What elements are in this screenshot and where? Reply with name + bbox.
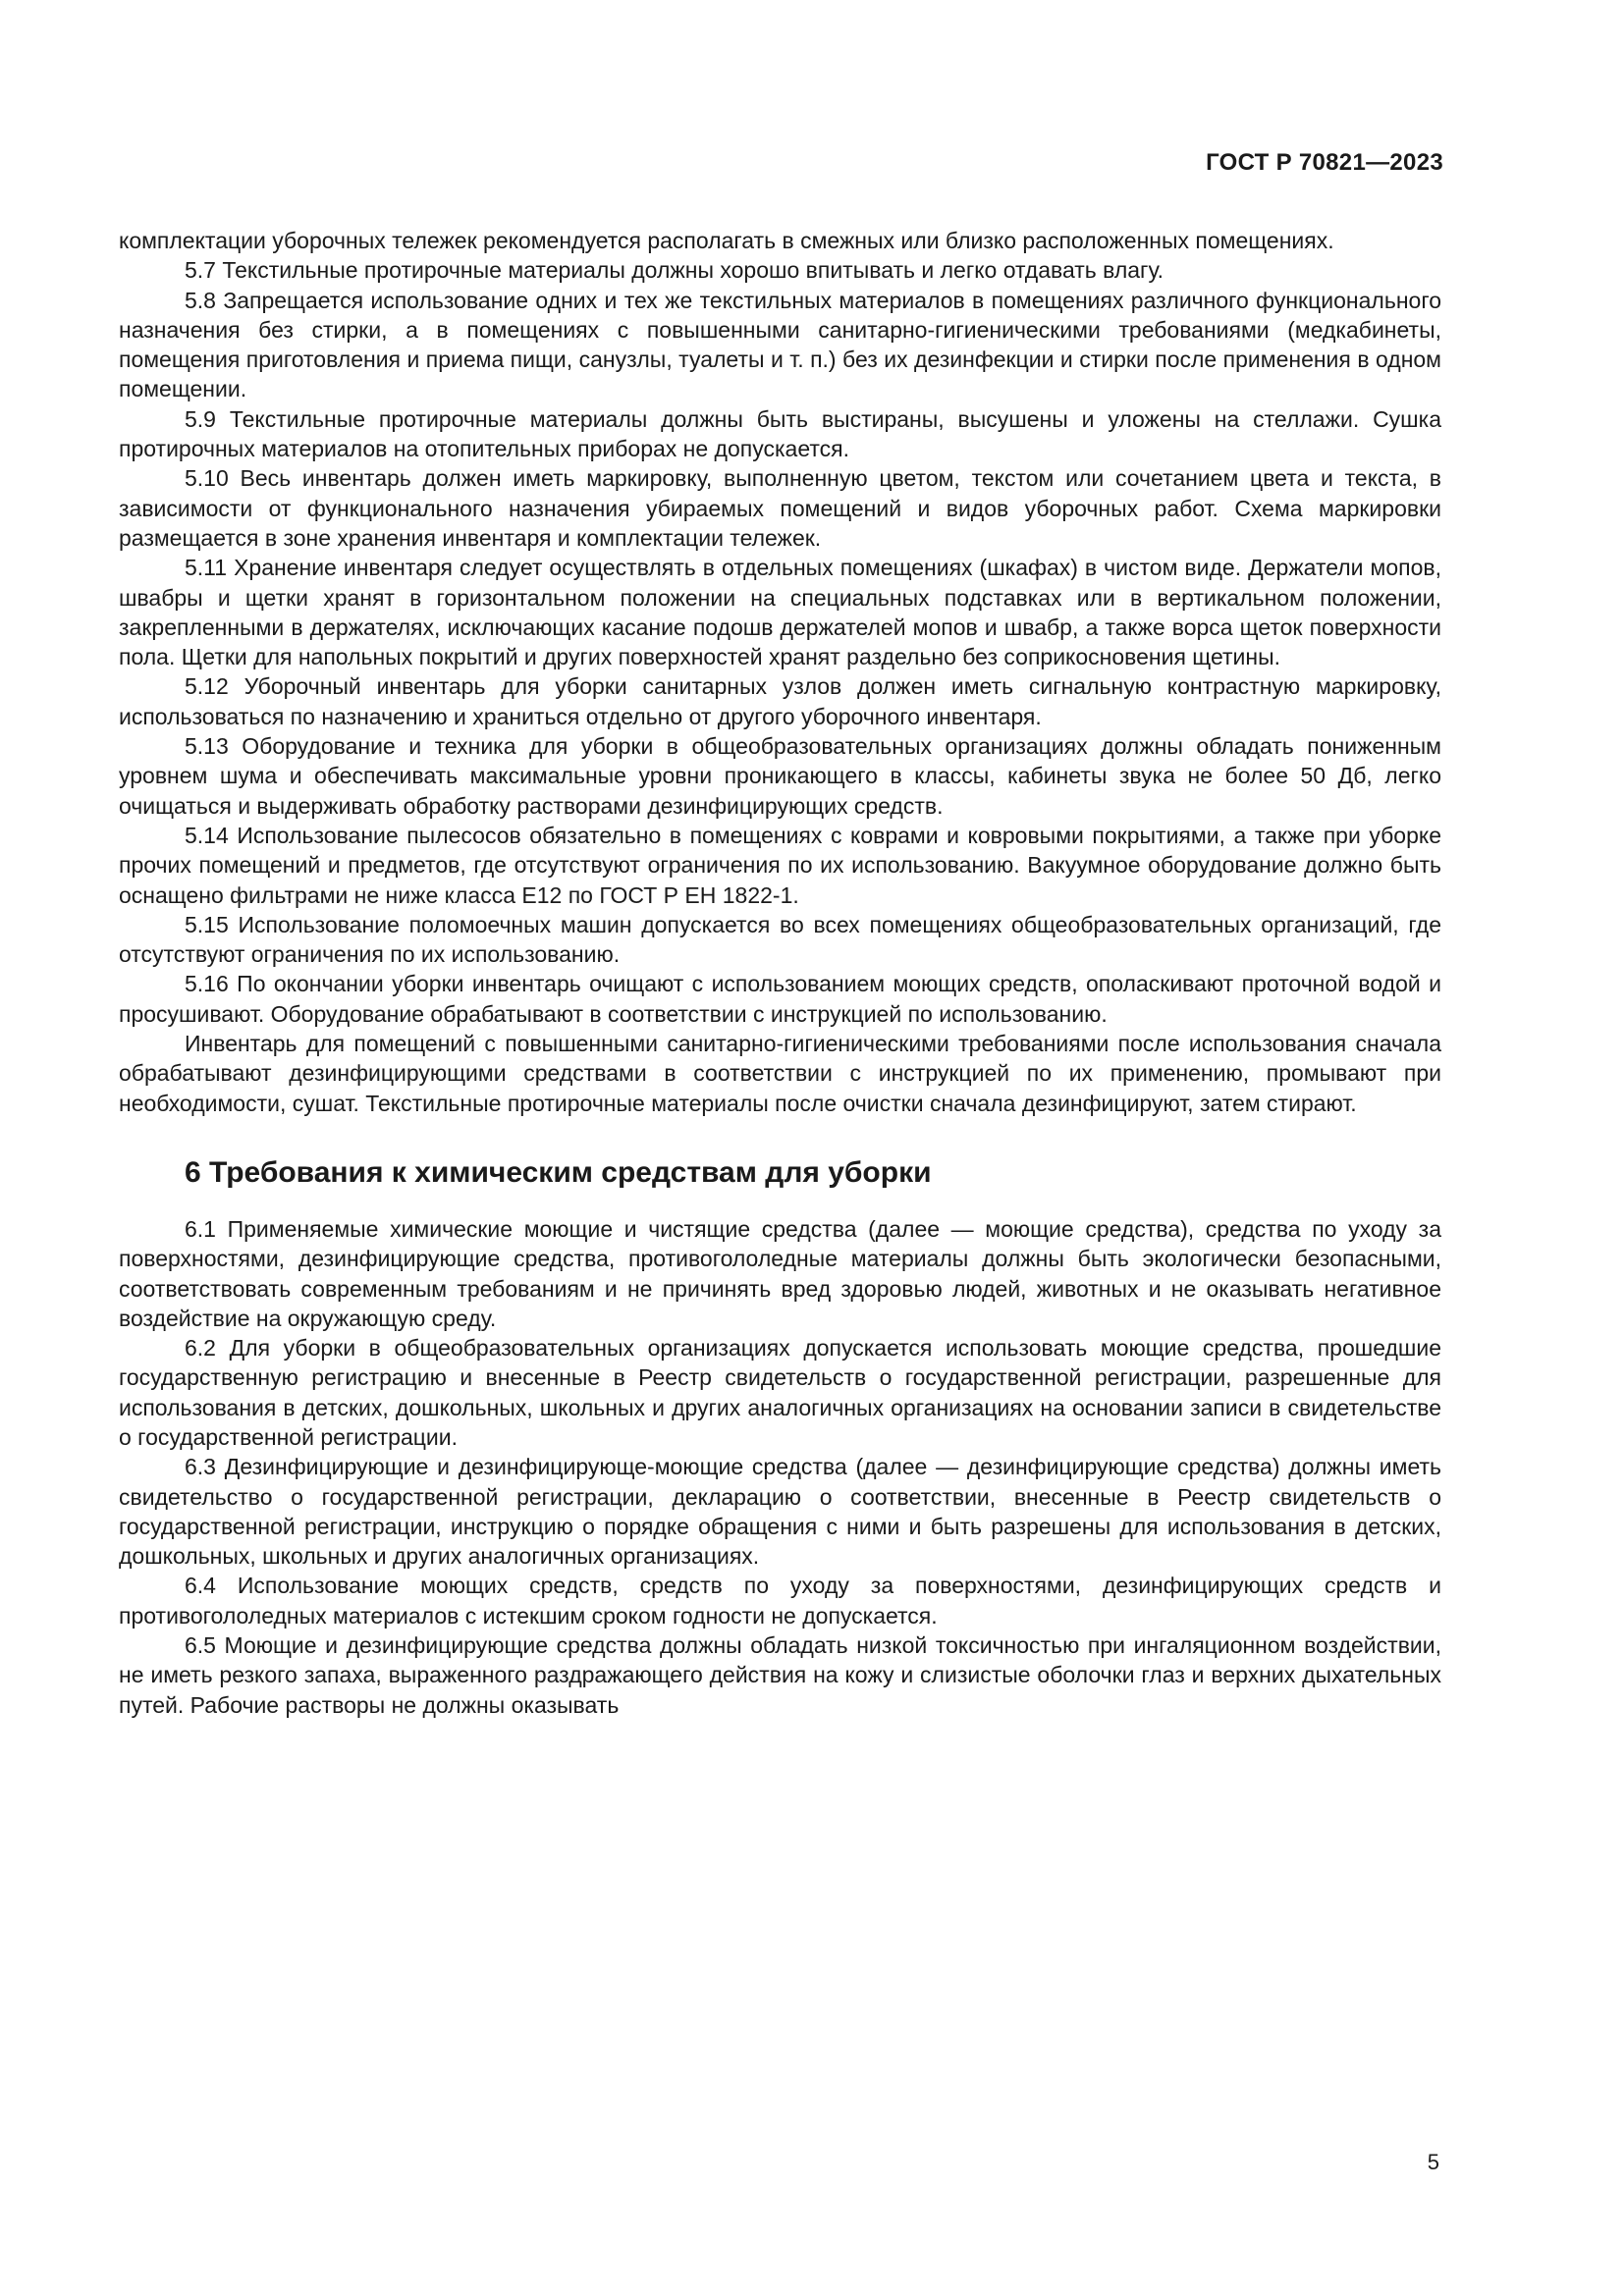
- paragraph-5-14: 5.14 Использование пылесосов обязательно в помещениях с коврами и ковровыми покрытиями, а также при уборке прочих помещений и предметов, где отсутствуют ограничения по их использованию. Вакуумное оборудование должно быть оснащено фильтрами не ниже класса Е12 по ГОСТ Р ЕН 1822-1.: [119, 822, 1441, 908]
- paragraph-6-5: 6.5 Моющие и дезинфицирующие средства должны обладать низкой токсичностью при ингаляционном воздействии, не иметь резкого запаха, выраженного раздражающего действия на кожу и слизистые оболочки глаз и верхних дыхательных путей. Рабочие растворы не должны оказывать: [119, 1632, 1441, 1718]
- paragraph-5-13: 5.13 Оборудование и техника для уборки в общеобразовательных организациях должны обладать пониженным уровнем шума и обеспечивать максимальные уровни проникающего в классы, кабинеты звука не более 50 Дб, легко очищаться и выдерживать обработку растворами дезинфицирующих средств.: [119, 733, 1441, 819]
- paragraph-6-3: 6.3 Дезинфицирующие и дезинфицирующе-моющие средства (далее — дезинфицирующие средства) должны иметь свидетельство о государственной регистрации, декларацию о соответствии, внесенные в Реестр свидетельств о государственной регистрации, инструкцию о порядке обращения с ними и быть разрешены для использования в детских, дошкольных, школьных и других аналогичных организациях.: [119, 1454, 1441, 1570]
- paragraph-6-1: 6.1 Применяемые химические моющие и чистящие средства (далее — моющие средства), средства по уходу за поверхностями, дезинфицирующие средства, противогололедные материалы должны быть экологически безопасными, соответствовать современным требованиям и не причинять вред здоровью людей, животных и не оказывать негативное воздействие на окружающую среду.: [119, 1215, 1441, 1331]
- paragraph-5-7: 5.7 Текстильные протирочные материалы должны хорошо впитывать и легко отдавать влагу.: [185, 257, 1164, 284]
- paragraph-5-16-continued: Инвентарь для помещений с повышенными санитарно-гигиеническими требованиями после использования сначала обрабатывают дезинфицирующими средствами в соответствии с инструкцией по их применению, промывают при необходимости, сушат. Текстильные протирочные материалы после очистки сначала дезинфицируют, затем стирают.: [119, 1031, 1441, 1116]
- paragraph-6-2: 6.2 Для уборки в общеобразовательных организациях допускается использовать моющие средства, прошедшие государственную регистрацию и внесенные в Реестр свидетельств о государственной регистрации, разрешенные для использования в детских, дошкольных, школьных и других аналогичных организациях на основании записи в свидетельстве о государственной регистрации.: [119, 1335, 1441, 1450]
- section-heading: 6 Требования к химическим средствам для уборки: [185, 1155, 932, 1189]
- page-content: [119, 226, 1441, 1720]
- paragraph-5-11: 5.11 Хранение инвентаря следует осуществлять в отдельных помещениях (шкафах) в чистом виде. Держатели мопов, швабры и щетки хранят в горизонтальном положении на специальных подставках или в вертикальном положении, закрепленными в держателях, исключающих касание подошв держателей мопов и швабр, а также ворса щеток поверхности пола. Щетки для напольных покрытий и других поверхностей хранят раздельно без соприкосновения щетины.: [119, 555, 1441, 670]
- paragraph-5-8: 5.8 Запрещается использование одних и тех же текстильных материалов в помещениях различного функционального назначения без стирки, а в помещениях с повышенными санитарно-гигиеническими требованиями (медкабинеты, помещения приготовления и приема пищи, санузлы, туалеты и т. п.) без их дезинфекции и стирки после применения в одном помещении.: [119, 287, 1441, 402]
- paragraph-5-10: 5.10 Весь инвентарь должен иметь маркировку, выполненную цветом, текстом или сочетанием цвета и текста, в зависимости от функционального назначения убираемых помещений и видов уборочных работ. Схема маркировки размещается в зоне хранения инвентаря и комплектации тележек.: [119, 465, 1441, 551]
- paragraph-5-9: 5.9 Текстильные протирочные материалы должны быть выстираны, высушены и уложены на стеллажи. Сушка протирочных материалов на отопительных приборах не допускается.: [119, 405, 1441, 462]
- page-number: 5: [1427, 2150, 1439, 2174]
- paragraph-5-12: 5.12 Уборочный инвентарь для уборки санитарных узлов должен иметь сигнальную контрастную маркировку, использоваться по назначению и храниться отдельно от другого уборочного инвентаря.: [119, 673, 1441, 729]
- paragraph-continuation: комплектации уборочных тележек рекомендуется располагать в смежных или близко расположенных помещениях.: [119, 228, 1334, 253]
- paragraph-5-16: 5.16 По окончании уборки инвентарь очищают с использованием моющих средств, ополаскивают проточной водой и просушивают. Оборудование обрабатывают в соответствии с инструкцией по использованию.: [119, 971, 1441, 1027]
- paragraph-5-15: 5.15 Использование поломоечных машин допускается во всех помещениях общеобразовательных организаций, где отсутствуют ограничения по их использованию.: [119, 911, 1441, 968]
- document-code: ГОСТ Р 70821—2023: [1206, 149, 1443, 176]
- paragraph-6-4: 6.4 Использование моющих средств, средств по уходу за поверхностями, дезинфицирующих средств и противогололедных материалов с истекшим сроком годности не допускается.: [119, 1573, 1441, 1629]
